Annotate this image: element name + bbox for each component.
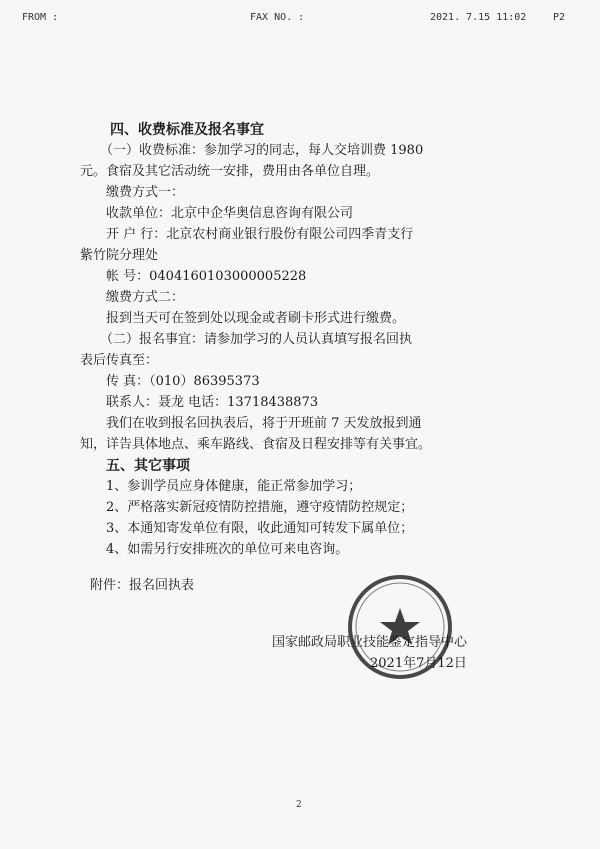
registration-line2: 表后传真至： bbox=[80, 353, 159, 368]
page-number: 2 bbox=[296, 800, 302, 810]
account-number: 帐 号：0404160103000005228 bbox=[106, 269, 307, 284]
contact-info: 联系人：聂龙 电话：13718438873 bbox=[106, 395, 319, 410]
payee-unit: 收款单位：北京中企华奥信息咨询有限公司 bbox=[106, 206, 354, 221]
notice-line2: 知，详告具体地点、乘车路线、食宿及日程安排等有关事宜。 bbox=[80, 437, 432, 452]
section4-heading: 四、收费标准及报名事宜 bbox=[110, 122, 264, 138]
fax-number-label: FAX NO. : bbox=[250, 12, 305, 23]
fax-page-indicator: P2 bbox=[553, 12, 566, 23]
list-item: 3、本通知寄发单位有限，收此通知可转发下属单位； bbox=[106, 521, 414, 536]
notice-line1: 我们在收到报名回执表后，将于开班前 7 天发放报到通 bbox=[106, 416, 422, 431]
payment-method2-title: 缴费方式二： bbox=[106, 290, 185, 305]
signing-organization: 国家邮政局职业技能鉴定指导中心 bbox=[272, 635, 468, 650]
list-item: 4、如需另行安排班次的单位可来电咨询。 bbox=[106, 542, 349, 557]
bank-line2: 紫竹院分理处 bbox=[80, 248, 159, 263]
payment-method1-title: 缴费方式一： bbox=[106, 185, 185, 200]
attachment-note: 附件：报名回执表 bbox=[90, 578, 195, 593]
section5-heading: 五、其它事项 bbox=[106, 458, 190, 474]
fax-header bbox=[0, 8, 600, 28]
list-item: 1、参训学员应身体健康，能正常参加学习； bbox=[106, 479, 362, 494]
registration-line1: （二）报名事宜：请参加学习的人员认真填写报名回执 bbox=[100, 332, 413, 347]
fax-number: 传 真：（010）86395373 bbox=[106, 374, 260, 389]
fax-datetime: 2021. 7.15 11:02 bbox=[430, 12, 527, 23]
fee-standard-line2: 元。食宿及其它活动统一安排，费用由各单位自理。 bbox=[80, 164, 380, 179]
signing-date: 2021年7月12日 bbox=[370, 656, 467, 671]
list-item: 2、严格落实新冠疫情防控措施，遵守疫情防控规定； bbox=[106, 500, 414, 515]
fax-from: FROM : bbox=[22, 12, 59, 23]
bank-line1: 开 户 行：北京农村商业银行股份有限公司四季青支行 bbox=[106, 227, 414, 242]
fee-standard-line1: （一）收费标准：参加学习的同志，每人交培训费 1980 bbox=[100, 143, 424, 158]
payment-method2-text: 报到当天可在签到处以现金或者刷卡形式进行缴费。 bbox=[106, 311, 406, 326]
